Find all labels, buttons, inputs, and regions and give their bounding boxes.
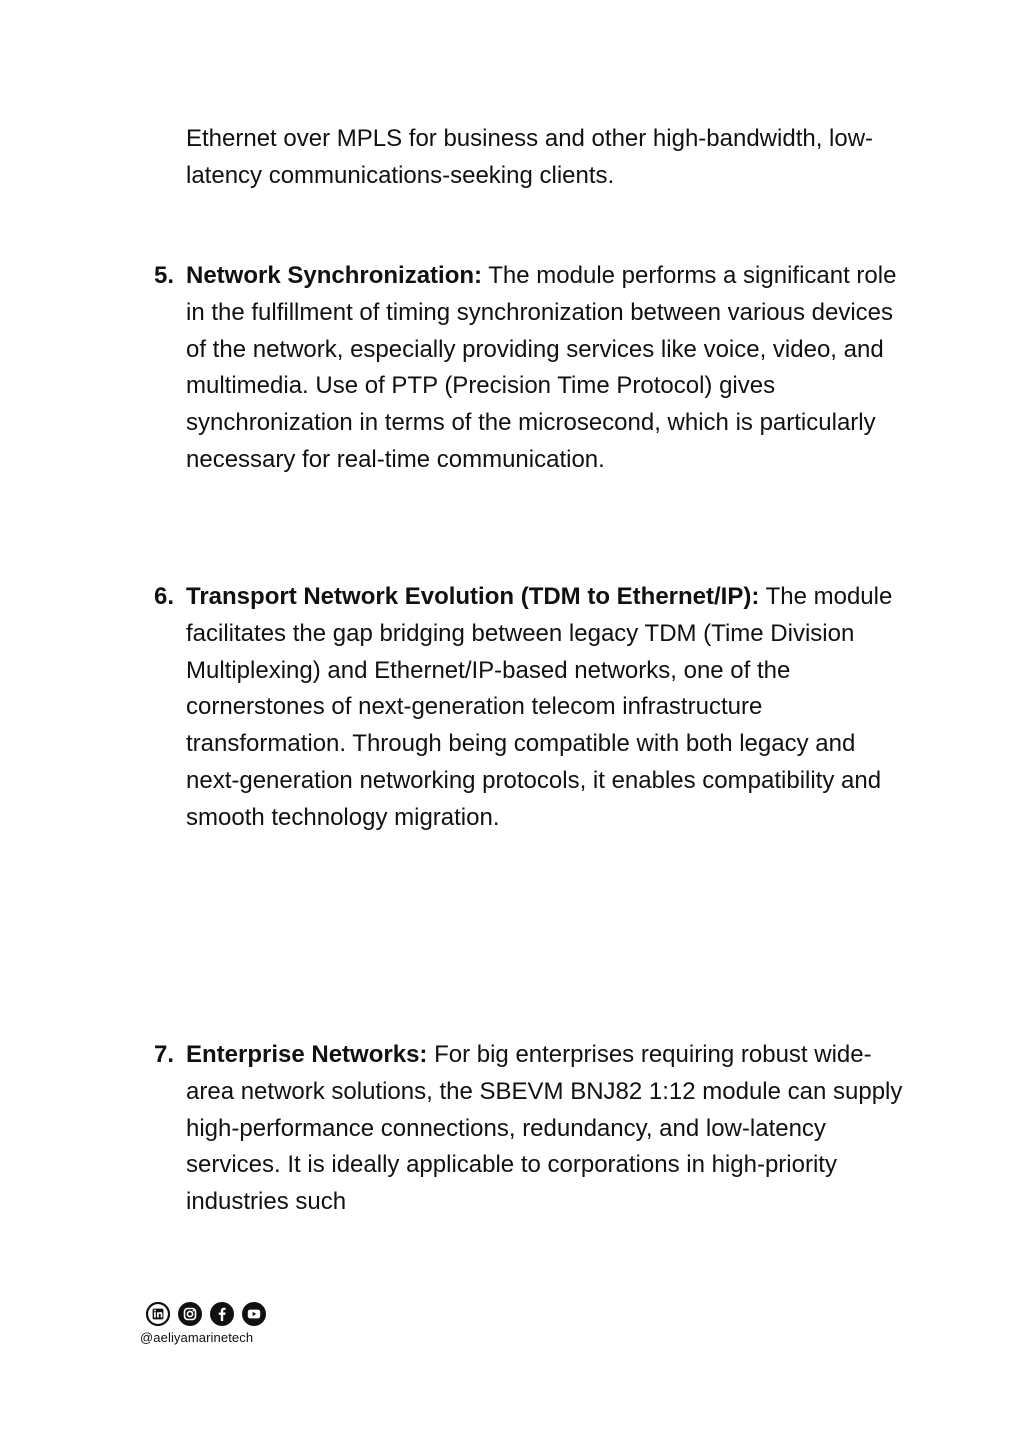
list-item-body: For big enterprises requiring robust wide-area network solutions, the SBEVM BNJ82 1:12 module can supply high-performance connections, redundancy, and low-latency services. It is ideally applicable to corporations in high-priority industries such — [186, 1041, 903, 1216]
list-number: 5. — [154, 262, 175, 289]
linkedin-icon[interactable] — [146, 1302, 170, 1326]
list-number: 7. — [154, 1041, 175, 1068]
social-icons — [146, 1302, 266, 1326]
continuation-paragraph — [186, 121, 906, 195]
list-item-heading: Enterprise Networks: — [186, 1041, 428, 1068]
list-number: 6. — [154, 583, 175, 610]
youtube-icon[interactable] — [242, 1302, 266, 1326]
list-item-body: The module performs a significant role in the fulfillment of timing synchronization between various devices of the network, especially providing services like voice, video, and multimedia. Use of PTP (Precision Time Protocol) gives synchronization in terms of the microsecond, which is particularly necessary for real-time communication. — [186, 262, 897, 473]
list-item-heading: Transport Network Evolution (TDM to Ethernet/IP): — [186, 583, 760, 610]
list-item-heading: Network Synchronization: — [186, 262, 483, 289]
list-item — [154, 258, 906, 479]
list-item-body: The module facilitates the gap bridging between legacy TDM (Time Division Multiplexing) and Ethernet/IP-based networks, one of the cornerstones of next-generation telecom infrastructure transformation. Through being compatible with both legacy and next-generation networking protocols, it enables compatibility and smooth technology migration. — [186, 583, 893, 831]
list-item — [154, 579, 906, 837]
instagram-icon[interactable] — [178, 1302, 202, 1326]
list-item — [154, 1037, 906, 1221]
continuation-text: Ethernet over MPLS for business and other high-bandwidth, low-latency communications-seeking clients. — [186, 125, 874, 189]
social-handle: @aeliyamarinetech — [140, 1330, 254, 1345]
facebook-icon[interactable] — [210, 1302, 234, 1326]
social-footer — [140, 1302, 280, 1348]
